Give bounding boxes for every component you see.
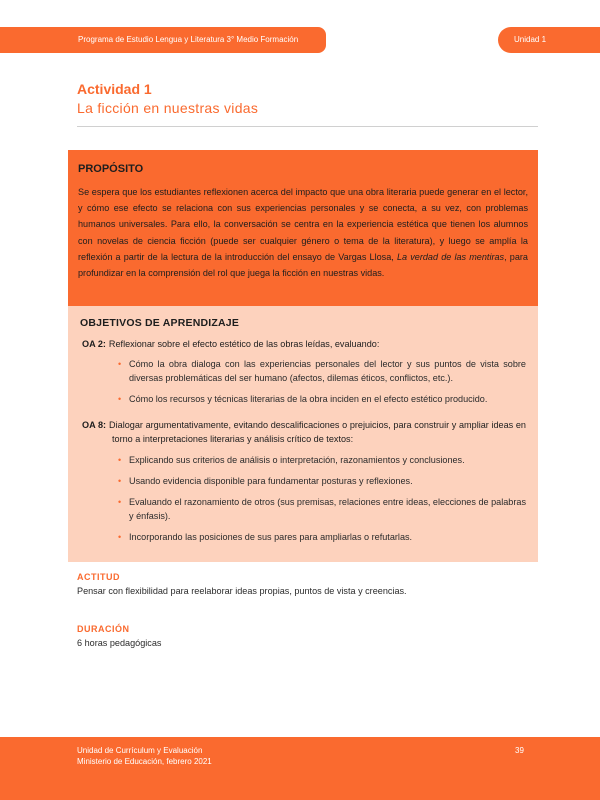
page-footer [0,737,600,800]
page-number: 39 [515,746,524,755]
oa-8-list [82,453,526,544]
oa-2-intro [82,337,526,351]
oa-2-block [80,337,526,406]
title-divider [77,126,538,127]
bullet-icon: • [118,531,122,542]
footer-unit: Unidad de Currículum y Evaluación [77,746,203,755]
duration-label: DURACIÓN [77,624,130,634]
oa-8-intro [82,418,526,446]
purpose-text-part1: Se espera que los estudiantes reflexionen acerca del impacto que una obra literaria puede generar en el lector, y cómo ese efecto se relaciona con sus experiencias personales y se conecta, a su vez, con problemas humanos universales. Para ello, la conversación se centra en la experiencia estética que tienen los alumnos con novelas de ciencia ficción (puede ser cualquier género o tema de la literatura), y luego se amplía la reflexión a partir de la lectura de la introducción del ensayo de Vargas Llosa, [78,187,528,262]
list-item [120,530,526,544]
list-item-text: Incorporando las posiciones de sus pares para ampliarlas o refutarlas. [129,531,413,542]
bullet-icon: • [118,359,122,370]
oa-2-code: OA 2: [82,339,106,349]
attitude-text: Pensar con flexibilidad para reelaborar ideas propias, puntos de vista y creencias. [77,586,407,596]
bullet-icon: • [118,454,122,465]
header-program-title: Programa de Estudio Lengua y Literatura 3° Medio Formación General [64,27,326,53]
oa-2-text: Reflexionar sobre el efecto estético de las obras leídas, evaluando: [108,339,380,349]
list-item-text: Explicando sus criterios de análisis o interpretación, razonamientos y conclusiones. [129,454,465,465]
unit-badge: Unidad 1 [498,27,600,53]
purpose-text-part2: , para profundizar en la comprensión del rol que juega la ficción en nuestras vidas. [78,251,528,279]
footer-ministry: Ministerio de Educación, febrero 2021 [77,757,212,766]
oa-2-list [82,357,526,406]
objectives-box [68,306,538,562]
oa-8-text: Dialogar argumentativamente, evitando descalificaciones o prejuicios, para construir y ampliar ideas en torno a interpretaciones literarias y análisis crítico de textos: [109,420,526,445]
bullet-icon: • [118,496,122,507]
activity-title: Actividad 1 [77,81,152,97]
duration-text: 6 horas pedagógicas [77,638,162,648]
activity-subtitle: La ficción en nuestras vidas [77,100,259,116]
purpose-book-title: La verdad de las mentiras [396,251,505,262]
list-item-text: Cómo la obra dialoga con las experiencias personales del lector y sus puntos de vista sobre diversas problemáticas del ser humano (afectos, dilemas éticos, conflictos, etc.). [129,359,526,384]
list-item-text: Usando evidencia disponible para fundamentar posturas y reflexiones. [129,475,413,486]
bullet-icon: • [118,475,122,486]
purpose-heading: PROPÓSITO [78,163,144,175]
list-item-text: Cómo los recursos y técnicas literarias de la obra inciden en el efecto estético producido. [129,394,488,405]
oa-8-block [80,418,526,543]
list-item-text: Evaluando el razonamiento de otros (sus premisas, relaciones entre ideas, elecciones de palabras y énfasis). [129,496,526,521]
objectives-heading: OBJETIVOS DE APRENDIZAJE [80,317,240,329]
purpose-box [68,150,538,306]
purpose-text [78,184,528,281]
list-item [120,495,526,523]
bullet-icon: • [118,394,122,405]
list-item [120,392,526,406]
attitude-label: ACTITUD [77,572,120,582]
oa-8-code: OA 8: [82,420,107,431]
list-item [120,474,526,488]
header-bar-extension [0,27,64,53]
list-item [120,357,526,385]
list-item [120,453,526,467]
